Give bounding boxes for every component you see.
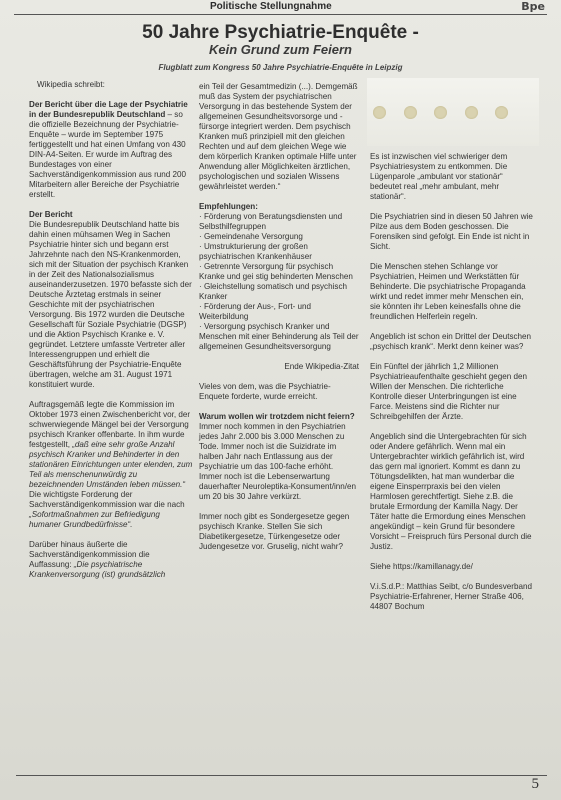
report-paragraph: Die Bundesrepublik Deutschland hatte bis dahin einen mühsamen Weg in Sachen Psychiatrie hinter sich und begann erst Jahrzehnte nach den NS-Krankenmorden, sich mit der Situation der psychisch Kranken in der Zeit des Nationalsozialismus auseinanderzusetzen. 1970 befasste sich der Deutsche Ärztetag erstmals in seiner Geschichte mit der psychiatrischen Versorgung. Bis 1972 wurden die Deutsche Gesellschaft für Soziale Psychiatrie (DGSP) und die Aktion Psychisch Kranke e. V. gegründet. Letztere umfasste Vertreter aller Interessengruppen und erhielt die Geschäftsführung der Psychiatrie-Enquête übertragen, welche am 31. August 1971 konstituiert wurde. — [29, 220, 192, 389]
page-number: 5 — [531, 776, 539, 792]
recommendation-item: · Versorgung psychisch Kranker und Menschen mit einer Behinderung als Teil der allgemeinen Gesundheitsversorgung — [199, 322, 359, 351]
face-icon — [495, 106, 508, 119]
quote-1: „daß eine sehr große Anzahl psychisch Kranker und Behinderter in den stationären Einrichtungen unter elenden, zum Teil als menschenunwürdig zu bezeichnenden Umständen leben müssen.“ — [29, 440, 193, 489]
imprint: V.i.S.d.P.: Matthias Seibt, c/o Bundesverband Psychiatrie-Erfahrener, Herner Straße 406, 44807 Bochum — [370, 582, 532, 611]
flyer-note: Flugblatt zum Kongress 50 Jahre Psychiatrie-Enquête in Leipzig — [158, 63, 403, 72]
danger-paragraph: Angeblich sind die Untergebrachten für sich oder Andere gefährlich. Wenn mal ein Untergebrachter wirklich gefährlich ist, wird das gern mal ignoriert. Kommt es dann zu Tötungsdelikten, hat man wunderbar die eigene Einsperrpraxis bei den vielen Harmlosen gerechtfertigt. Siehe z.B. die brutale Ermordung der Kamilla Nagy. Der Täter hatte die Ermordung eines Menschen angekündigt – kein Grund für besondere Vorsicht – Freispruch fürs Personal durch die Justiz. — [370, 432, 532, 551]
mushroom-paragraph: Die Psychiatrien sind in diesen 50 Jahren wie Pilze aus dem Boden geschossen. Die Forensiken sind gefolgt. Ein Ende ist nicht in Sicht. — [370, 212, 533, 251]
recommendation-item: · Gleichstellung somatisch und psychisch Kranker — [199, 282, 348, 301]
deaths-paragraph: Immer noch kommen in den Psychiatrien jedes Jahr 2.000 bis 3.000 Menschen zu Tode. Immer noch ist die Suizidrate im halben Jahr nach Entlassung aus der Psychiatrie um das 100-fache erhöht. — [199, 422, 346, 471]
quote-3: „Die psychiatrische Krankenversorgung (ist) grundsätzlich — [29, 560, 166, 579]
section-title: Politische Stellungnahme — [210, 1, 332, 12]
life-expectancy-paragraph: Immer noch ist die Lebenserwartung dauerhafter Neuroleptika-Konsument/inn/en um 20 bis 30 Jahre verkürzt. — [199, 472, 357, 501]
article-subtitle: Kein Grund zum Feiern — [208, 42, 352, 57]
footer-rule — [16, 775, 547, 776]
recommendation-item: · Umstrukturierung der großen psychiatrischen Krankenhäuser — [199, 242, 312, 261]
escape-paragraph: Es ist inzwischen viel schwieriger dem Psychiatriesystem zu entkommen. Die Lügenparole „ambulant vor stationär“ bedeutet real „mehr ambulant, mehr stationär“. — [370, 152, 508, 201]
end-citation: Ende Wikipedia-Zitat — [284, 362, 359, 371]
column-left — [29, 80, 193, 580]
quote-2: „Sofortmaßnahmen zur Befriedigung humaner Grundbedürfnisse“. — [29, 510, 160, 529]
recommendations-heading: Empfehlungen: — [199, 202, 258, 211]
section-heading: Der Bericht — [29, 210, 73, 219]
third-paragraph: Angeblich ist schon ein Drittel der Deutschen „psychisch krank“. Merkt denn keiner was? — [370, 332, 532, 351]
recommendation-item: · Förderung von Beratungsdiensten und Selbsthilfegruppen — [199, 212, 343, 231]
column-right — [370, 152, 534, 612]
face-icon — [373, 106, 386, 119]
emoji-faces-image — [367, 78, 539, 146]
commission-paragraph: Auftragsgemäß legte die Kommission im Oktober 1973 einen Zwischenbericht vor, der schwerwiegende Mängel bei der Versorgung psychisch Kranker offenbarte. In ihm wurde festgestellt, „daß eine sehr große Anzahl psychisch Kranker und Behinderter in den stationären Einrichtungen unter elenden, zum Teil als menschenunwürdig zu bezeichnenden Umständen leben müssen.“ Die wichtigste Forderung der Sachverständigenkommission war die nach „Sofortmaßnahmen zur Befriedigung humaner Grundbedürfnisse“. — [29, 400, 193, 529]
queue-paragraph: Die Menschen stehen Schlange vor Psychiatrien, Heimen und Werkstätten für Behinderte. Die psychiatrische Propaganda wirkt und redet immer mehr Menschen ein, sie könnten ihr Leben keinesfalls ohne die freundlichen Helferlein regeln. — [370, 262, 526, 321]
recommendation-item: · Getrennte Versorgung für psychisch Kranke und gei stig behinderten Menschen — [199, 262, 353, 281]
page-header — [14, 0, 547, 15]
quote-continuation: ein Teil der Gesamtmedizin (...). Demgemäß muß das System der psychiatrischen Versorgung in das bestehende System der allgemeinen Gesundheitsvorsorge und -fürsorge integriert werden. Dem psychisch Kranken muß prinzipiell mit den gleichen Rechten und auf dem gleichen Wege wie dem körperlich Kranken optimale Hilfe unter Anwendung aller Möglichkeiten ärztlichen, psychologischen und sozialen Wissens gewährleistet werden.“ — [199, 82, 358, 191]
achieved-paragraph: Vieles von dem, was die Psychiatrie-Enquete forderte, wurde erreicht. — [199, 382, 331, 401]
intro-paragraph — [29, 100, 193, 200]
recommendation-item: · Förderung der Aus-, Fort- und Weiterbildung — [199, 302, 312, 321]
question-heading: Warum wollen wir trotzdem nicht feiern? — [199, 412, 355, 421]
column-middle — [199, 82, 359, 552]
special-laws-paragraph: Immer noch gibt es Sondergesetze gegen psychisch Kranke. Stellen Sie sich Diabetikergesetze, Türkengesetze oder Judengesetze vor. Gruselig, nicht wahr? — [199, 512, 350, 551]
bpe-logo: Bpe — [521, 0, 545, 13]
face-icon — [465, 106, 478, 119]
opinion-paragraph: Darüber hinaus äußerte die Sachverständigenkommission die Auffassung: „Die psychiatrische Krankenversorgung (ist) grundsätzlich — [29, 540, 166, 579]
face-icon — [434, 106, 447, 119]
website-link[interactable]: Siehe https://kamillanagy.de/ — [370, 562, 473, 571]
article-title: 50 Jahre Psychiatrie-Enquête - — [142, 22, 419, 43]
source-label: Wikipedia schreibt: — [37, 80, 105, 89]
recommendation-item: · Gemeindenahe Versorgung — [199, 232, 303, 241]
fifth-paragraph: Ein Fünftel der jährlich 1,2 Millionen Psychiatrieaufenthalte geschieht gegen den Willen der Menschen. Die richterliche Kontrolle dieser Unterbringungen ist eine Farce. Meistens sind die Richter nur Schreibgehilfen der Ärzte. — [370, 362, 528, 421]
face-icon — [404, 106, 417, 119]
intro-rest: – so die offizielle Bezeichnung der Psychiatrie-Enquête – wurde im September 1975 fertiggestellt und hat einen Umfang von 430 DIN-A4-Seiten. Er wurde im Auftrag des Bundestages von einer Sachverständigenkommission aus rund 200 Mitarbeitern aller Bereiche der Psychiatrie erstellt. — [29, 110, 187, 199]
intro-bold: Der Bericht über die Lage der Psychiatrie in der Bundesrepublik Deutschland — [29, 100, 188, 119]
